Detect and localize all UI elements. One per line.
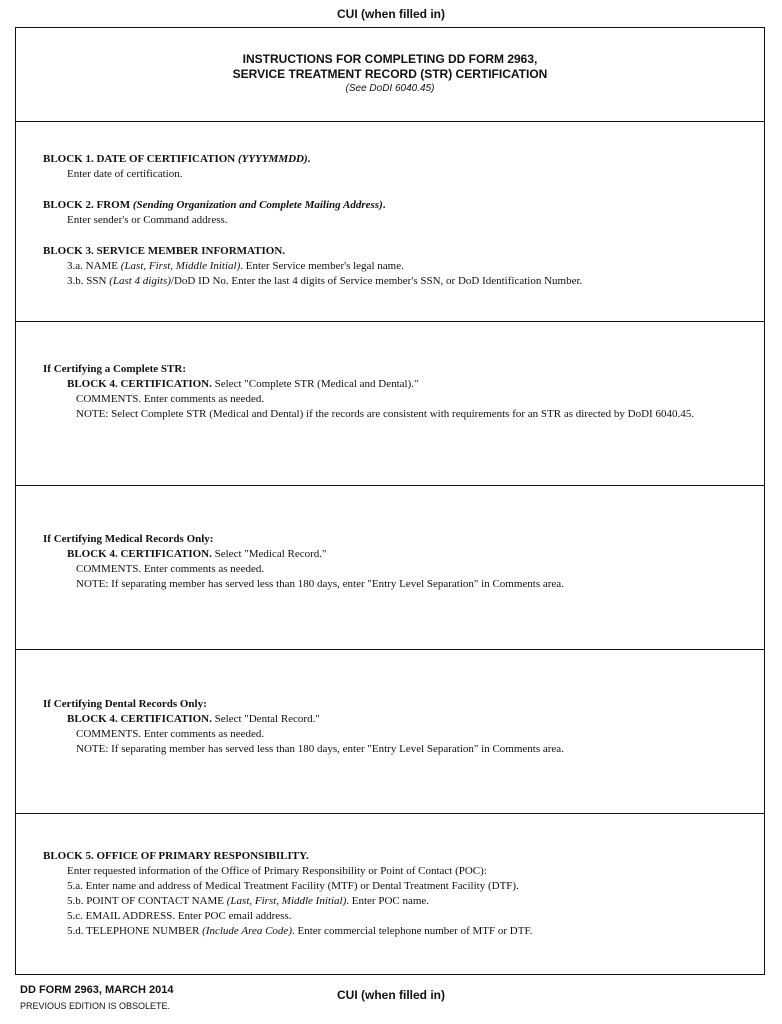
block5b-text: 5.b. POINT OF CONTACT NAME (Last, First, Middle Initial). Enter POC name. <box>67 895 430 907</box>
block5-heading: BLOCK 5. OFFICE OF PRIMARY RESPONSIBILITY. <box>43 850 309 862</box>
form-frame <box>15 27 765 975</box>
complete-str-heading: If Certifying a Complete STR: <box>43 363 186 375</box>
form-identifier: DD FORM 2963, MARCH 2014 <box>20 984 174 996</box>
medical-note: NOTE: If separating member has served less than 180 days, enter "Entry Level Separation" in Comments area. <box>76 578 564 590</box>
dental-note: NOTE: If separating member has served less than 180 days, enter "Entry Level Separation" in Comments area. <box>76 743 564 755</box>
medical-block4: BLOCK 4. CERTIFICATION. Select "Medical Record." <box>67 548 327 560</box>
edition-note: PREVIOUS EDITION IS OBSOLETE. <box>20 1001 171 1011</box>
section-complete-str <box>16 322 764 486</box>
complete-str-note: NOTE: Select Complete STR (Medical and Dental) if the records are consistent with requirements for an STR as directed by DoDI 6040.45. <box>76 408 694 420</box>
block2-text: Enter sender's or Command address. <box>67 214 228 226</box>
block5d-text: 5.d. TELEPHONE NUMBER (Include Area Code). Enter commercial telephone number of MTF or DTF. <box>67 925 533 937</box>
block3-heading: BLOCK 3. SERVICE MEMBER INFORMATION. <box>43 245 286 257</box>
section-blocks-1-3 <box>16 122 764 322</box>
cui-marking-top: CUI (when filled in) <box>337 7 445 21</box>
medical-comments: COMMENTS. Enter comments as needed. <box>76 563 265 575</box>
block3b-text: 3.b. SSN (Last 4 digits)/DoD ID No. Enter the last 4 digits of Service member's SSN, or DoD Identification Number. <box>67 275 583 287</box>
cui-marking-bottom: CUI (when filled in) <box>337 988 445 1002</box>
block1-heading: BLOCK 1. DATE OF CERTIFICATION (YYYYMMDD). <box>43 153 311 165</box>
form-header <box>16 28 764 122</box>
title-line-2: SERVICE TREATMENT RECORD (STR) CERTIFICATION <box>232 67 548 81</box>
reference: (See DoDI 6040.45) <box>345 83 435 94</box>
complete-str-block4: BLOCK 4. CERTIFICATION. Select "Complete STR (Medical and Dental)." <box>67 378 419 390</box>
section-medical-only <box>16 486 764 650</box>
dental-heading: If Certifying Dental Records Only: <box>43 698 207 710</box>
block1-text: Enter date of certification. <box>67 168 183 180</box>
block3a-text: 3.a. NAME (Last, First, Middle Initial). Enter Service member's legal name. <box>67 260 404 272</box>
block5c-text: 5.c. EMAIL ADDRESS. Enter POC email address. <box>67 910 292 922</box>
block2-heading: BLOCK 2. FROM (Sending Organization and Complete Mailing Address). <box>43 199 386 211</box>
block5a-text: 5.a. Enter name and address of Medical Treatment Facility (MTF) or Dental Treatment Facility (DTF). <box>67 880 519 892</box>
complete-str-comments: COMMENTS. Enter comments as needed. <box>76 393 265 405</box>
dental-comments: COMMENTS. Enter comments as needed. <box>76 728 265 740</box>
medical-heading: If Certifying Medical Records Only: <box>43 533 214 545</box>
section-block-5 <box>16 814 764 974</box>
dental-block4: BLOCK 4. CERTIFICATION. Select "Dental Record." <box>67 713 320 725</box>
section-dental-only <box>16 650 764 814</box>
title-line-1: INSTRUCTIONS FOR COMPLETING DD FORM 2963, <box>242 52 538 66</box>
block5-intro: Enter requested information of the Office of Primary Responsibility or Point of Contact (POC): <box>67 865 487 877</box>
